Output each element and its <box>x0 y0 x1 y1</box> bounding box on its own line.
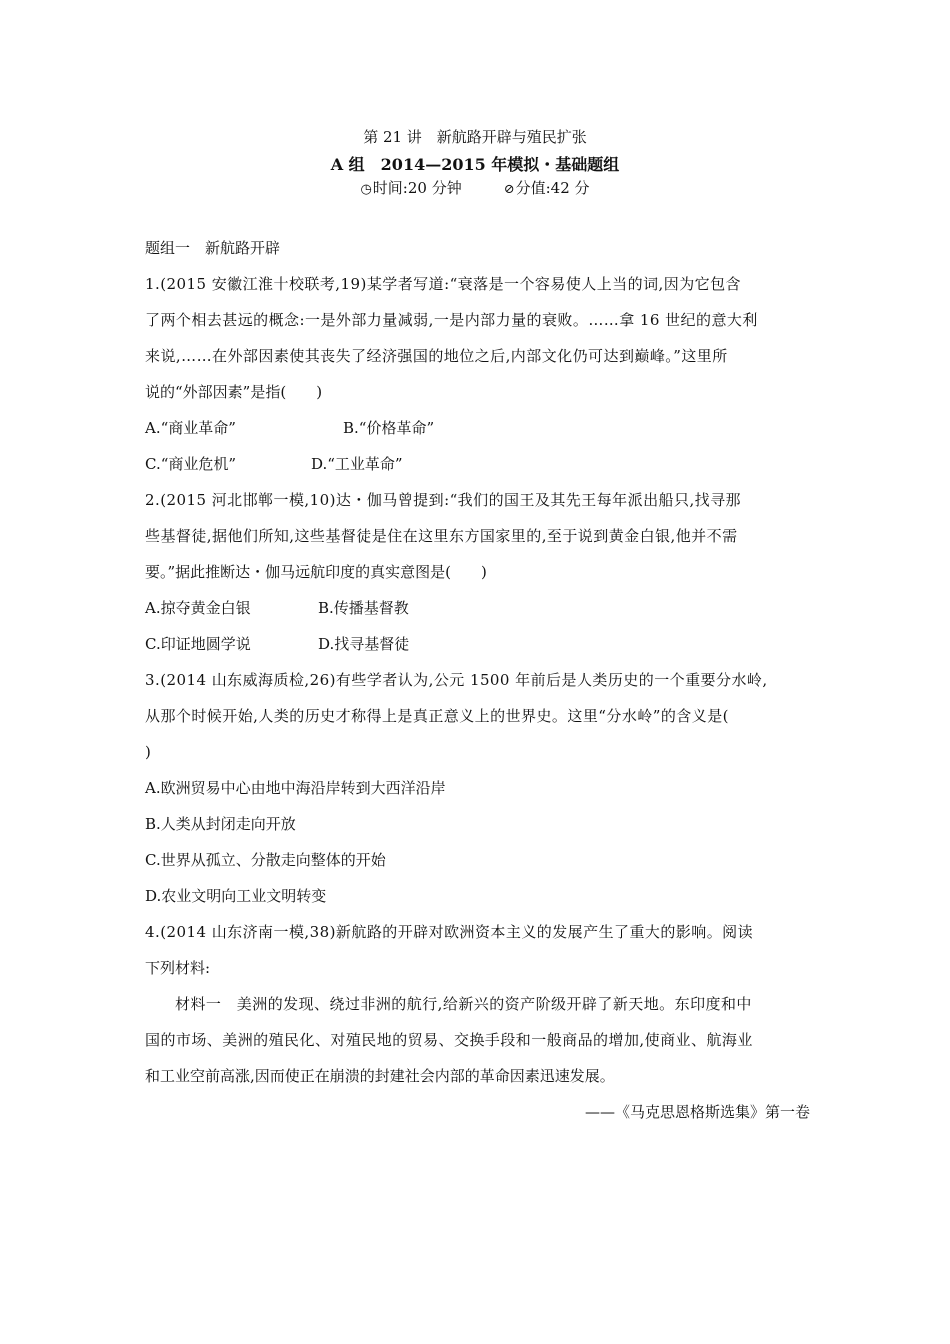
q2-option-a: A.掠夺黄金白银 <box>145 599 251 617</box>
q3-option-d: D.农业文明向工业文明转变 <box>145 887 327 905</box>
q4-material-line: 国的市场、美洲的殖民化、对殖民地的贸易、交换手段和一般商品的增加,使商业、航海业 <box>145 1031 753 1049</box>
score-total <box>504 177 590 198</box>
q1-line: 说的“外部因素”是指( ) <box>145 383 323 401</box>
q2-line: 2.(2015 河北邯郸一模,10)达・伽马曾提到:“我们的国王及其先王每年派出船只,找寻那 <box>145 491 742 509</box>
time-label: 时间:20 分钟 <box>372 179 462 197</box>
q3-line: ) <box>145 743 151 761</box>
score-label: 分值:42 分 <box>515 179 590 197</box>
q1-option-b: B.“价格革命” <box>343 419 435 437</box>
clock-icon: ◷ <box>360 182 372 197</box>
exam-meta <box>0 177 950 198</box>
q1-options-row <box>145 410 810 446</box>
q3-option-b: B.人类从封闭走向开放 <box>145 815 296 833</box>
time-limit <box>360 177 461 198</box>
check-circle-icon: ⊘ <box>503 182 515 197</box>
q1-option-a: A.“商业革命” <box>145 419 236 437</box>
q2-options-row <box>145 626 810 662</box>
q2-line: 些基督徒,据他们所知,这些基督徒是住在这里东方国家里的,至于说到黄金白银,他并不需 <box>145 527 738 545</box>
q2-option-c: C.印证地圆学说 <box>145 635 251 653</box>
group-title: A 组 2014—2015 年模拟・基础题组 <box>330 155 620 174</box>
q1-line: 来说,……在外部因素使其丧失了经济强国的地位之后,内部文化仍可达到巅峰。”这里所 <box>145 347 728 365</box>
q3-line: 从那个时候开始,人类的历史才称得上是真正意义上的世界史。这里“分水岭”的含义是( <box>145 707 729 725</box>
question-content <box>145 230 810 1130</box>
q2-option-b: B.传播基督教 <box>318 599 409 617</box>
q4-material-line: 材料一 美洲的发现、绕过非洲的航行,给新兴的资产阶级开辟了新天地。东印度和中 <box>175 995 752 1013</box>
q1-options-row <box>145 446 810 482</box>
section-title: 题组一 新航路开辟 <box>145 239 281 257</box>
q2-options-row <box>145 590 810 626</box>
q2-line: 要。”据此推断达・伽马远航印度的真实意图是( ) <box>145 563 487 581</box>
q1-option-d: D.“工业革命” <box>311 455 403 473</box>
q1-line: 1.(2015 安徽江淮十校联考,19)某学者写道:“衰落是一个容易使人上当的词,因为它包含 <box>145 275 742 293</box>
q4-line: 4.(2014 山东济南一模,38)新航路的开辟对欧洲资本主义的发展产生了重大的影响。阅读 <box>145 923 754 941</box>
q2-option-d: D.找寻基督徒 <box>318 635 410 653</box>
q4-material-line: 和工业空前高涨,因而使正在崩溃的封建社会内部的革命因素迅速发展。 <box>145 1067 615 1085</box>
q4-line: 下列材料: <box>145 959 211 977</box>
q1-line: 了两个相去甚远的概念:一是外部力量减弱,一是内部力量的衰败。……拿 16 世纪的意大利 <box>145 311 758 329</box>
lecture-title: 第 21 讲 新航路开辟与殖民扩张 <box>363 128 587 146</box>
q4-material-source: ——《马克思恩格斯选集》第一卷 <box>584 1103 810 1121</box>
q3-option-a: A.欧洲贸易中心由地中海沿岸转到大西洋沿岸 <box>145 779 446 797</box>
q3-option-c: C.世界从孤立、分散走向整体的开始 <box>145 851 386 869</box>
q1-option-c: C.“商业危机” <box>145 455 237 473</box>
q3-line: 3.(2014 山东威海质检,26)有些学者认为,公元 1500 年前后是人类历史的一个重要分水岭, <box>145 671 768 689</box>
